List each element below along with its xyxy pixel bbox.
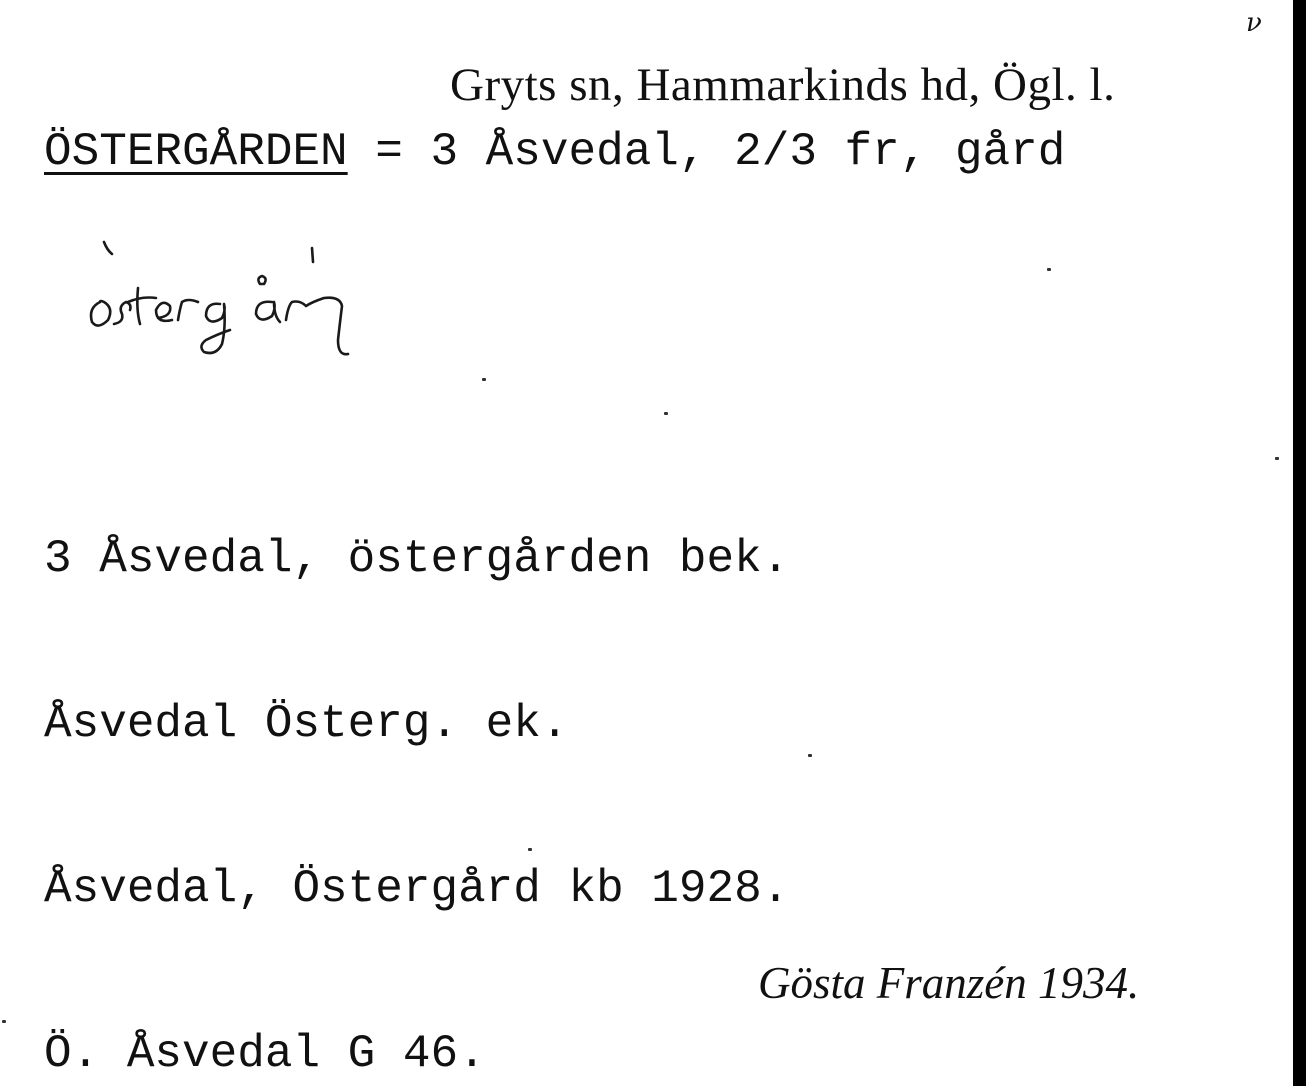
scan-speck: [1275, 457, 1279, 460]
source-line: Åsvedal Österg. ek.: [44, 698, 569, 750]
scan-speck: [482, 378, 486, 381]
scan-speck: [664, 412, 668, 415]
place-name: ÖSTERGÅRDEN: [44, 126, 348, 178]
collector-signature: Gösta Franzén 1934.: [758, 958, 1140, 1008]
scan-speck: [528, 848, 532, 851]
source-line: 3 Åsvedal, östergården bek.: [44, 533, 790, 585]
source-list: [44, 422, 789, 1086]
source-line: Ö. Åsvedal G 46.: [44, 1028, 486, 1080]
location-header: Gryts sn, Hammarkinds hd, Ögl. l.: [450, 59, 1116, 111]
source-line: Åsvedal, Östergård kb 1928.: [44, 863, 790, 915]
scan-speck: [808, 754, 812, 757]
entry-title-line: [44, 123, 1065, 181]
card-right-border: [1293, 0, 1306, 1086]
scan-speck: [1047, 268, 1051, 271]
handwritten-pronunciation: [80, 232, 400, 372]
title-description: = 3 Åsvedal, 2/3 fr, gård: [347, 126, 1066, 178]
handwriting-drawing: [80, 232, 400, 372]
corner-mark: ν: [1246, 8, 1262, 38]
scan-speck: [2, 1020, 6, 1023]
